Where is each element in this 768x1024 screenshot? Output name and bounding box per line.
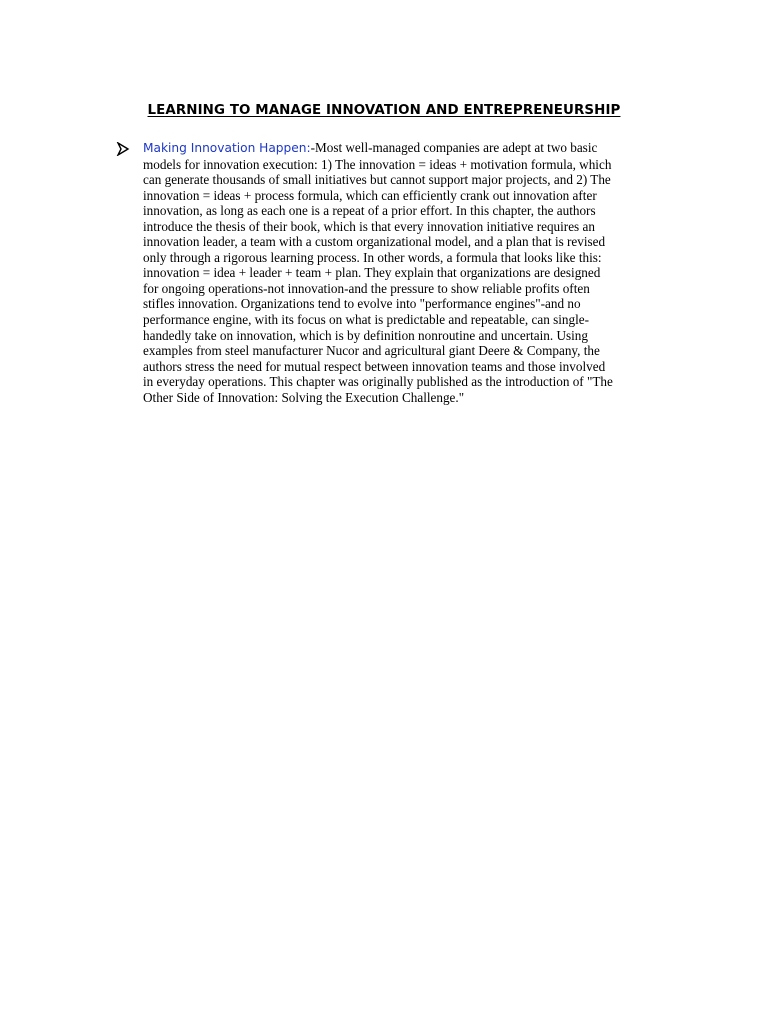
- bullet-lead-heading: Making Innovation Happen:: [143, 141, 311, 155]
- bullet-paragraph: [143, 140, 653, 405]
- paragraph-line: only through a rigorous learning process. In other words, a formula that looks like this:: [143, 249, 602, 265]
- paragraph-line: Other Side of Innovation: Solving the Execution Challenge.": [143, 389, 465, 405]
- paragraph-line: for ongoing operations-not innovation-and the pressure to show reliable profits often: [143, 280, 590, 296]
- paragraph-first-line: [143, 140, 653, 157]
- document-title-text: LEARNING TO MANAGE INNOVATION AND ENTREPRENEURSHIP: [147, 103, 621, 118]
- paragraph-line: can generate thousands of small initiatives but cannot support major projects, and 2) The: [143, 172, 611, 188]
- paragraph-line: innovation leader, a team with a custom organizational model, and a plan that is revised: [143, 234, 606, 250]
- paragraph-line: performance engine, with its focus on what is predictable and repeatable, can single-: [143, 312, 590, 328]
- document-title: [0, 103, 768, 118]
- first-line-text: -Most well-managed companies are adept at two basic: [310, 140, 598, 155]
- paragraph-line: innovation = idea + leader + team + plan. They explain that organizations are designed: [143, 265, 601, 281]
- paragraph-line: stifles innovation. Organizations tend to evolve into "performance engines"-and no: [143, 296, 581, 312]
- arrowhead-bullet-icon: [116, 142, 130, 156]
- paragraph-line: examples from steel manufacturer Nucor and agricultural giant Deere & Company, the: [143, 343, 600, 359]
- paragraph-line: models for innovation execution: 1) The innovation = ideas + motivation formula, which: [143, 156, 612, 172]
- paragraph-line: innovation, as long as each one is a repeat of a prior effort. In this chapter, the authors: [143, 203, 596, 219]
- paragraph-line: innovation = ideas + process formula, which can efficiently crank out innovation after: [143, 187, 597, 203]
- paragraph-line: authors stress the need for mutual respect between innovation teams and those involved: [143, 358, 606, 374]
- paragraph-line: in everyday operations. This chapter was originally published as the introduction of "The: [143, 374, 613, 390]
- paragraph-line: introduce the thesis of their book, which is that every innovation initiative requires an: [143, 218, 595, 234]
- paragraph-line: handedly take on innovation, which is by definition nonroutine and uncertain. Using: [143, 327, 588, 343]
